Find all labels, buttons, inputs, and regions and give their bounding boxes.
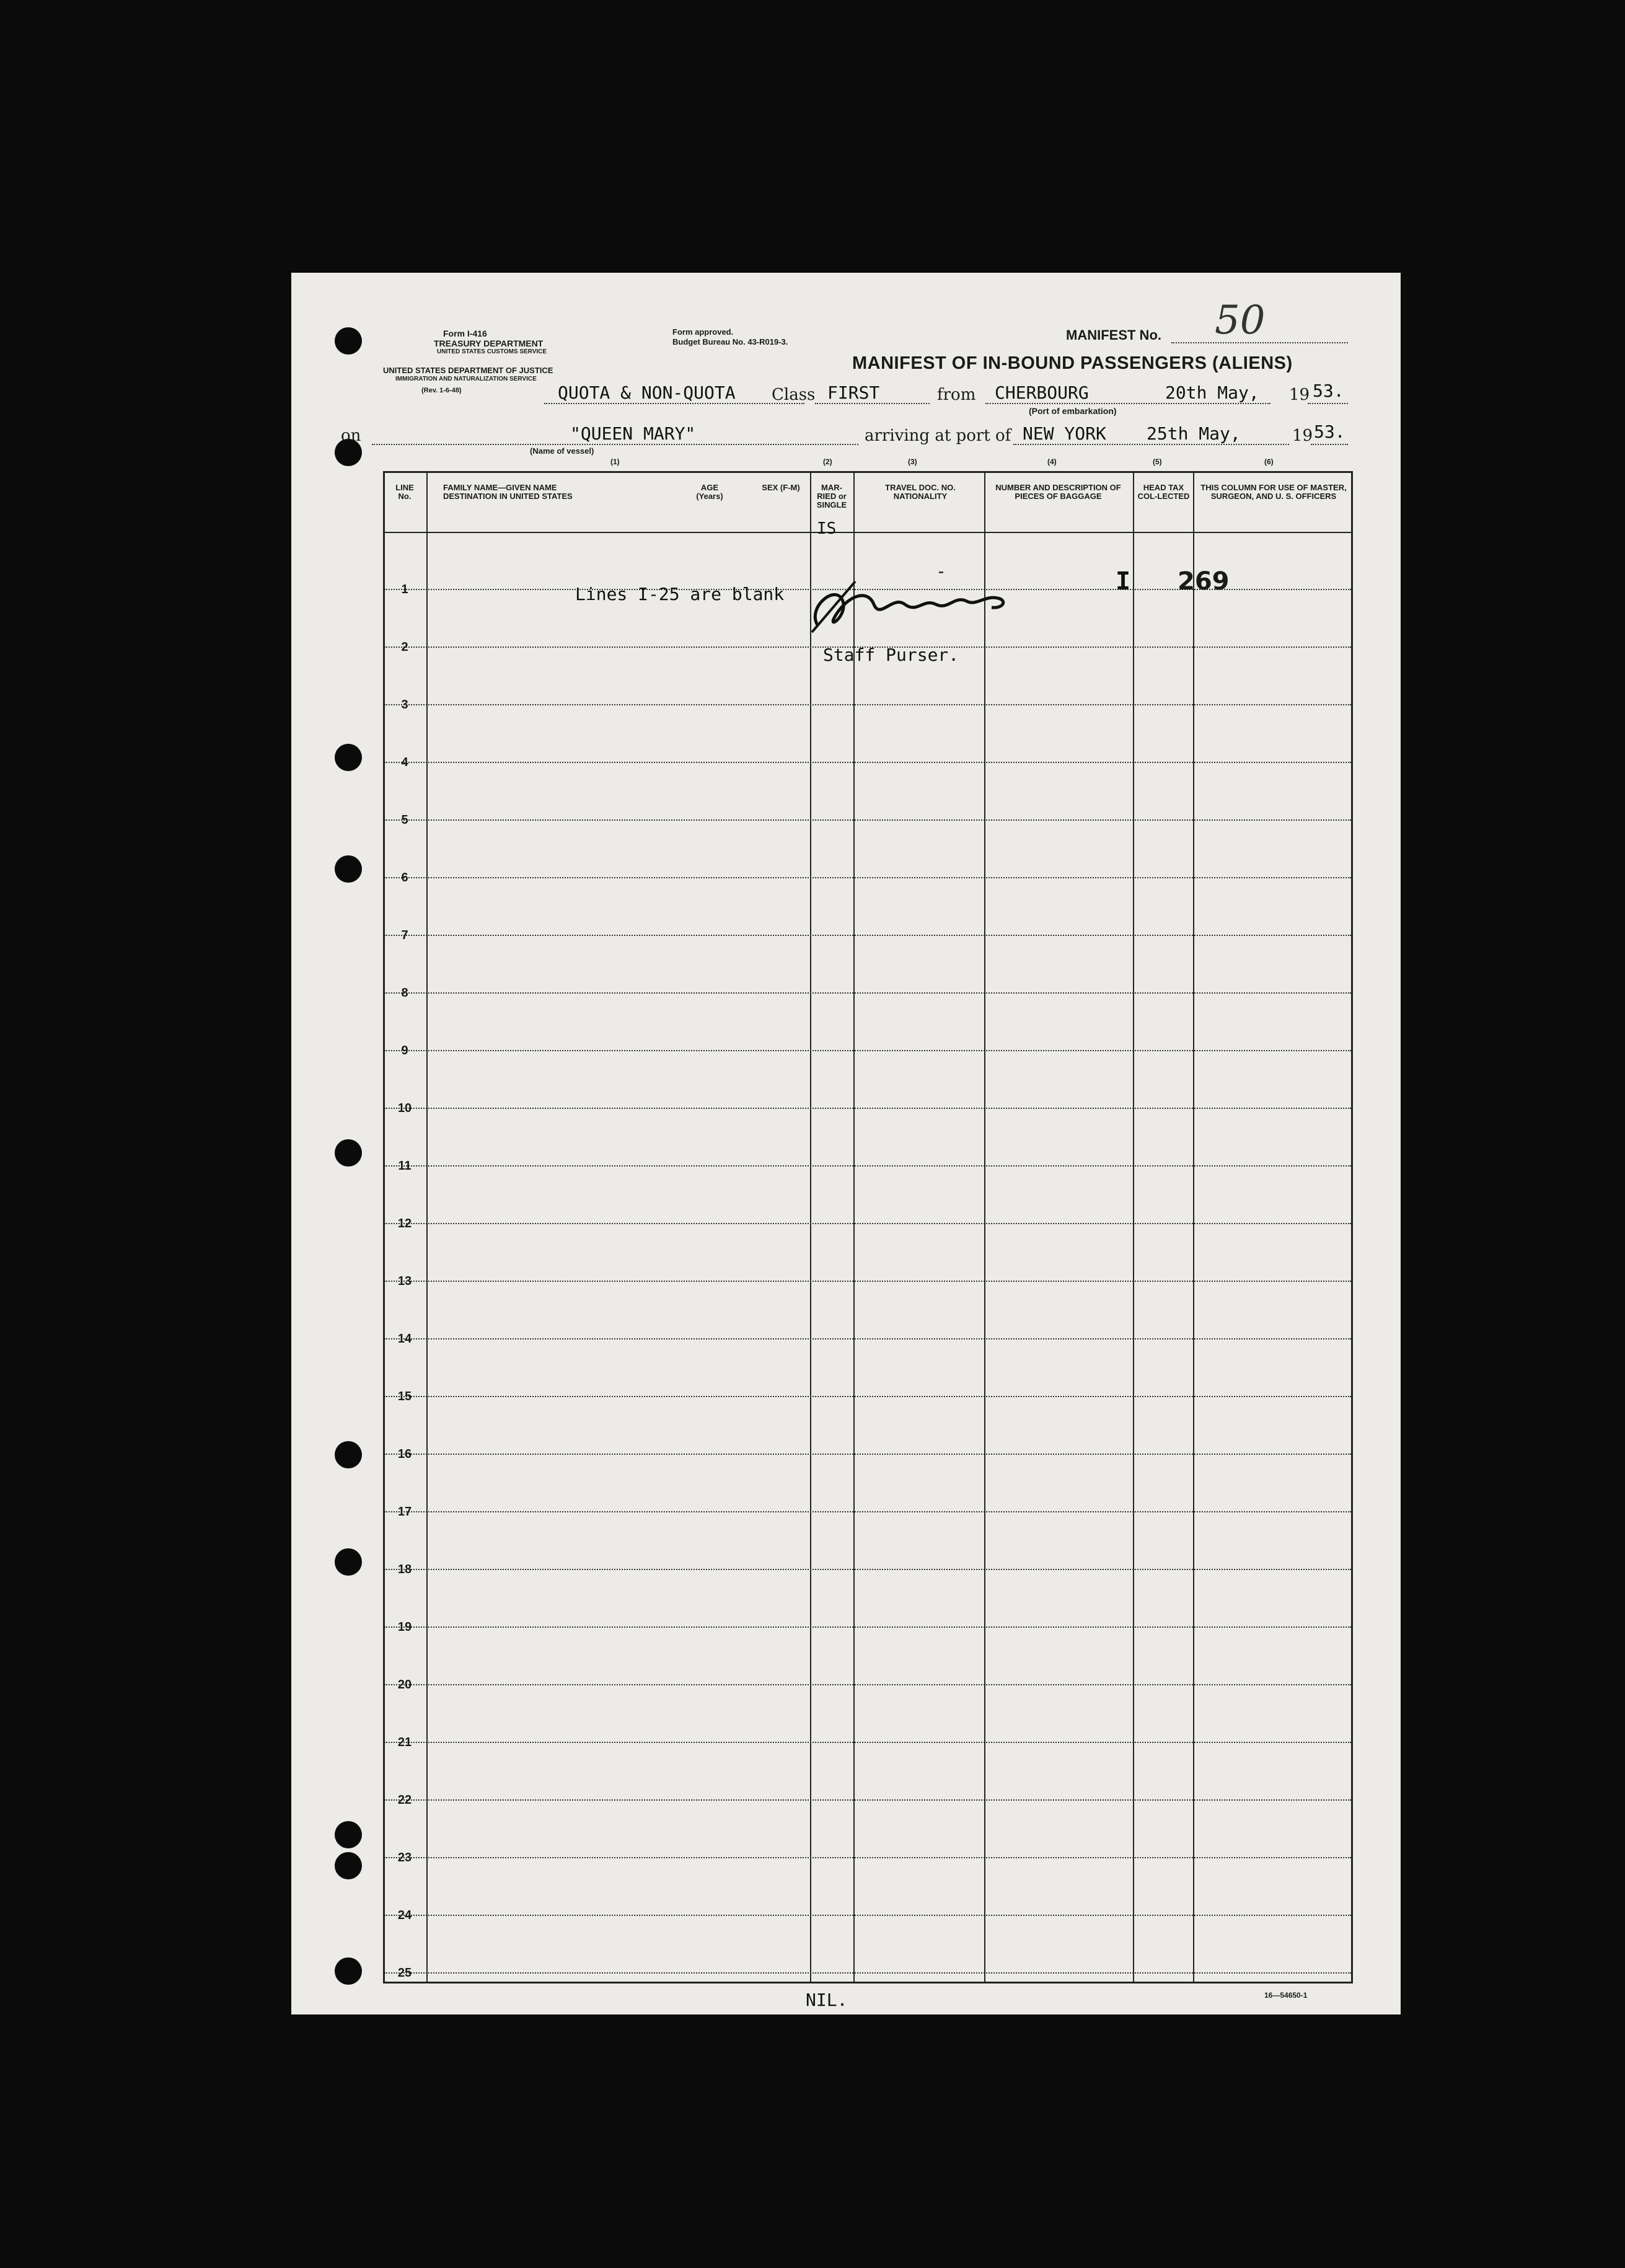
table-row [384, 1454, 1351, 1455]
table-frame [383, 471, 1353, 1983]
table-row [384, 1626, 1351, 1628]
purser-signature [799, 570, 1023, 645]
table-row [384, 1396, 1351, 1397]
col-num-4: (4) [1047, 457, 1057, 466]
table-row [384, 1338, 1351, 1339]
line-number: 9 [401, 1044, 408, 1057]
table-row [384, 1972, 1351, 1974]
depart-year-line [1308, 403, 1348, 404]
ins-service: IMMIGRATION AND NATURALIZATION SERVICE [395, 376, 537, 382]
table-row [384, 1742, 1351, 1743]
table-row [384, 1511, 1351, 1512]
table-row [384, 819, 1351, 821]
line-number: 10 [397, 1101, 412, 1115]
line-number: 25 [397, 1966, 412, 1980]
binder-hole [335, 1441, 362, 1468]
line-number: 11 [398, 1159, 412, 1173]
footer-code: 16—54650-1 [1264, 1991, 1308, 2000]
table-row [384, 1684, 1351, 1685]
from-line [985, 403, 1270, 404]
line-number: 19 [397, 1620, 412, 1634]
stamp-prefix: I [1116, 567, 1131, 596]
table-row [384, 1569, 1351, 1570]
table-row [384, 1223, 1351, 1224]
column-divider [1133, 471, 1134, 1983]
arrival-date-value: 25th May, [1147, 423, 1241, 444]
from-label: from [937, 386, 976, 404]
header-baggage: NUMBER AND DESCRIPTION OF PIECES OF BAGGAGE [995, 483, 1121, 501]
binder-hole [335, 1821, 362, 1848]
class-label: Class [772, 386, 816, 404]
table-row [384, 1050, 1351, 1051]
table-row [384, 762, 1351, 763]
line-number: 20 [397, 1678, 412, 1692]
line-number: 7 [401, 929, 408, 942]
line-number: 4 [401, 756, 408, 769]
form-approved: Form approved. [672, 327, 734, 337]
header-head-tax: HEAD TAX COL-LECTED [1137, 483, 1190, 501]
customs-service: UNITED STATES CUSTOMS SERVICE [437, 348, 547, 355]
nationality-entry: - [936, 561, 946, 581]
line-number: 13 [397, 1274, 412, 1288]
column-divider [1193, 471, 1194, 1983]
line-number: 17 [397, 1505, 412, 1519]
column-divider [984, 471, 985, 1983]
staff-purser-title: Staff Purser. [823, 645, 959, 665]
manifest-no-label: MANIFEST No. [1066, 327, 1161, 343]
col-num-6: (6) [1264, 457, 1274, 466]
binder-hole [335, 1852, 362, 1879]
arrival-year-line [1311, 444, 1348, 445]
line-number: 22 [397, 1793, 412, 1807]
depart-year-value: 53. [1313, 381, 1344, 401]
binder-hole [335, 1548, 362, 1576]
stamp-number: 269 [1178, 567, 1230, 596]
table-row [384, 1915, 1351, 1916]
col-num-3: (3) [908, 457, 917, 466]
form-number: Form I-416 [443, 329, 487, 338]
header-marital: MAR-RIED or SINGLE [816, 483, 847, 510]
line-number: 5 [401, 813, 408, 827]
budget-bureau: Budget Bureau No. 43-R019-3. [672, 337, 788, 346]
arrival-line [1013, 444, 1289, 445]
header-name: FAMILY NAME—GIVEN NAME DESTINATION IN UNITED STATES [443, 483, 573, 501]
arriving-label: arriving at port of [865, 426, 1011, 445]
col-num-2: (2) [823, 457, 832, 466]
table-row [384, 935, 1351, 936]
line-number: 1 [401, 583, 408, 596]
revision: (Rev. 1-6-48) [421, 387, 462, 394]
table-row [384, 992, 1351, 994]
header-travel-doc: TRAVEL DOC. NO. NATIONALITY [885, 483, 956, 501]
table-row [384, 1281, 1351, 1282]
table-row [384, 1857, 1351, 1858]
table-row [384, 1799, 1351, 1801]
table-row [384, 1165, 1351, 1167]
header-rule [383, 532, 1353, 533]
column-divider [810, 471, 811, 1983]
manifest-no-handwritten: 50 [1215, 298, 1266, 343]
nil-entry: NIL. [806, 1990, 848, 2010]
table-row [384, 877, 1351, 878]
vessel-line [372, 444, 858, 445]
quota-value: QUOTA & NON-QUOTA [558, 382, 736, 403]
binder-hole [335, 1139, 362, 1167]
line-number: 21 [397, 1736, 412, 1749]
line-number: 14 [397, 1332, 412, 1346]
line-number: 15 [397, 1390, 412, 1403]
treasury-dept: TREASURY DEPARTMENT [434, 338, 544, 348]
line-number: 18 [397, 1563, 412, 1576]
table-row [384, 704, 1351, 705]
port-embarkation-note: (Port of embarkation) [1029, 406, 1117, 416]
column-divider [426, 471, 428, 1983]
on-label: on [341, 426, 361, 445]
class-value: FIRST [827, 382, 880, 403]
line-number: 16 [397, 1447, 412, 1461]
vessel-note: (Name of vessel) [530, 446, 594, 456]
marital-entry: IS [817, 519, 837, 538]
header-sex: SEX (F-M) [762, 483, 800, 492]
line-number: 3 [401, 698, 408, 712]
table-row [384, 1108, 1351, 1109]
arrival-port-value: NEW YORK [1023, 423, 1106, 444]
manifest-title: MANIFEST OF IN-BOUND PASSENGERS (ALIENS) [852, 353, 1293, 373]
header-line-no: LINE No. [395, 483, 414, 501]
line-number: 24 [397, 1908, 412, 1922]
depart-date-value: 20th May, [1165, 382, 1259, 403]
line-number: 8 [401, 986, 408, 1000]
header-age: AGE (Years) [696, 483, 723, 501]
arrival-year-value: 53. [1314, 421, 1345, 442]
binder-hole [335, 744, 362, 771]
blank-lines-note: Lines I-25 are blank [575, 584, 785, 604]
col-num-5: (5) [1153, 457, 1162, 466]
quota-line [544, 403, 804, 404]
vessel-value: "QUEEN MARY" [570, 423, 696, 444]
justice-dept: UNITED STATES DEPARTMENT OF JUSTICE [383, 366, 553, 375]
line-number: 23 [397, 1851, 412, 1864]
binder-hole [335, 1957, 362, 1985]
binder-hole [335, 855, 362, 883]
from-port-value: CHERBOURG [995, 382, 1089, 403]
line-number: 12 [397, 1217, 412, 1230]
depart-year-prefix: 19 [1289, 386, 1310, 404]
line-number: 2 [401, 640, 408, 654]
binder-hole [335, 327, 362, 355]
class-line [815, 403, 930, 404]
column-divider [853, 471, 855, 1983]
header-officers: THIS COLUMN FOR USE OF MASTER, SURGEON, AND U. S. OFFICERS [1200, 483, 1347, 501]
vessel-col-num: (1) [610, 457, 620, 466]
arrival-year-prefix: 19 [1292, 426, 1313, 445]
line-number: 6 [401, 871, 408, 885]
